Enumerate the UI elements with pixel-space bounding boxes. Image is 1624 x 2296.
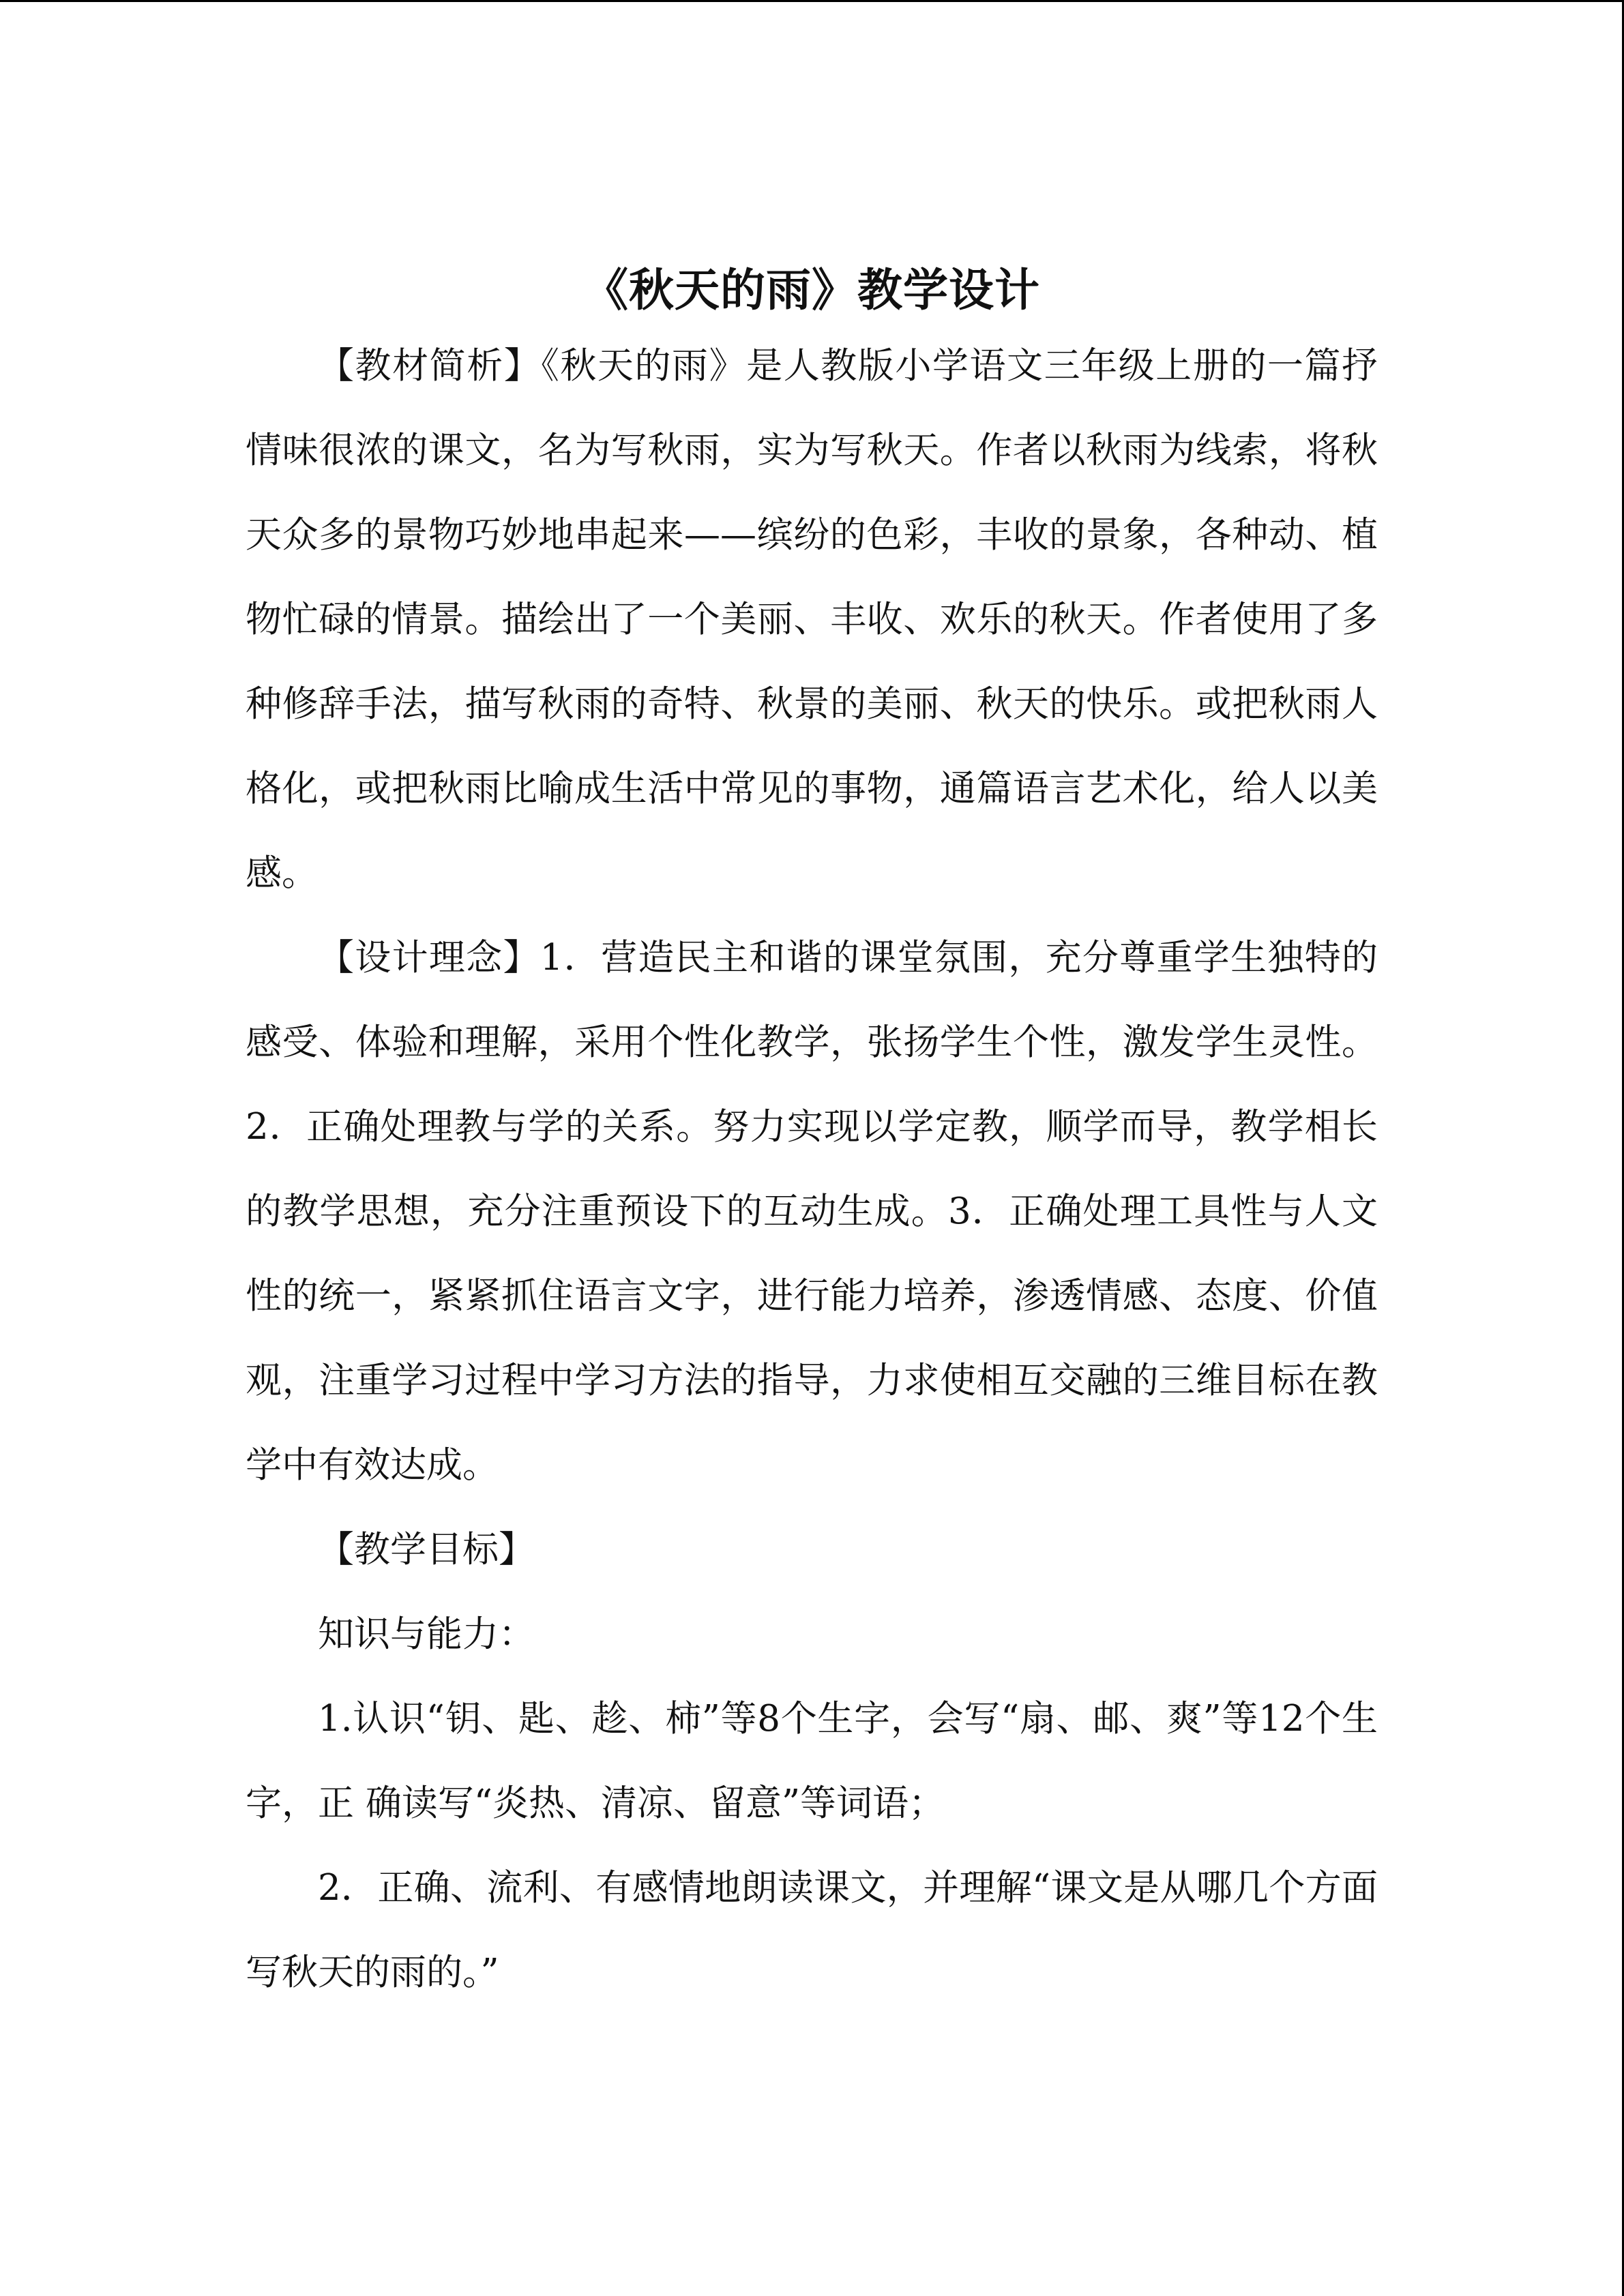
paragraph-knowledge-ability: 知识与能力： — [318, 1613, 535, 1655]
paragraph-goal-1: 1.认识“钥、匙、趁、柿”等8个生字，会写“扇、邮、爽”等12个生字，正 确读写“炎热、清凉、留意”等词语； — [246, 1698, 1378, 1824]
document-body — [246, 256, 1378, 2015]
page-border-top — [0, 0, 1624, 2]
paragraph-design-concept: 【设计理念】1．营造民主和谐的课堂氛围，充分尊重学生独特的感受、体验和理解，采用个性化教学，张扬学生个性，激发学生灵性。2．正确处理教与学的关系。努力实现以学定教，顺学而导，教学相长的教学思想，充分注重预设下的互动生成。3．正确处理工具性与人文性的统一，紧紧抓住语言文字，进行能力培养，渗透情感、态度、价值观，注重学习过程中学习方法的指导，力求使相互交融的三维目标在教学中有效达成。 — [246, 937, 1378, 1486]
document-title: 《秋天的雨》教学设计 — [583, 263, 1040, 316]
paragraph-goal-2: 2．正确、流利、有感情地朗读课文，并理解“课文是从哪几个方面写秋天的雨的。” — [246, 1867, 1378, 1993]
paragraph-textbook-analysis: 【教材简析】《秋天的雨》是人教版小学语文三年级上册的一篇抒情味很浓的课文，名为写秋雨，实为写秋天。作者以秋雨为线索，将秋天众多的景物巧妙地串起来——缤纷的色彩，丰收的景象，各种动、植物忙碌的情景。描绘出了一个美丽、丰收、欢乐的秋天。作者使用了多种修辞手法，描写秋雨的奇特、秋景的美丽、秋天的快乐。或把秋雨人格化，或把秋雨比喻成生活中常见的事物，通篇语言艺术化，给人以美感。 — [246, 345, 1378, 894]
paragraph-teaching-goals-heading: 【教学目标】 — [318, 1529, 535, 1570]
